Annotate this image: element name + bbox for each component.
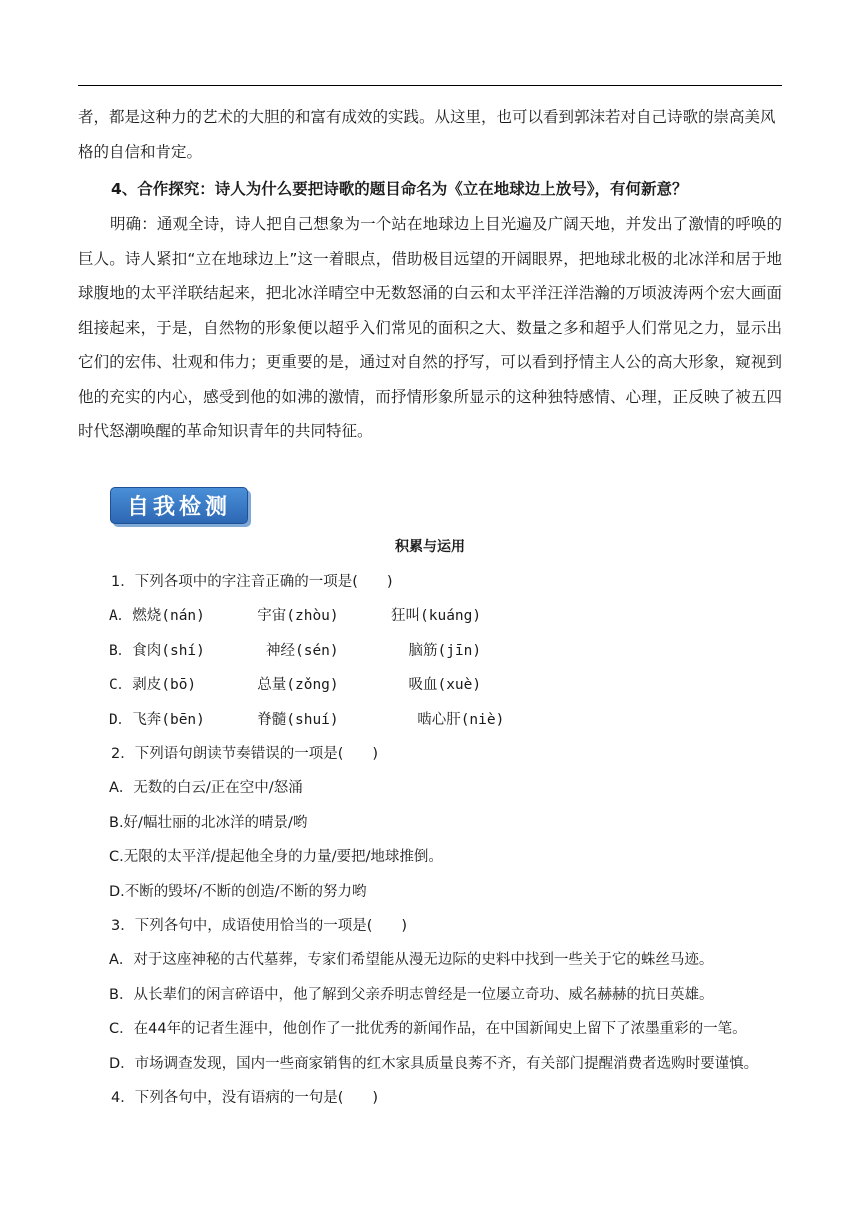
question-1-stem: 1．下列各项中的字注音正确的一项是( ) xyxy=(111,574,393,590)
question-4-stem: 4．下列各句中，没有语病的一句是( ) xyxy=(111,1090,379,1106)
paragraph-continuation: 者，都是这种力的艺术的大胆的和富有成效的实践。从这里，也可以看到郭沫若对自己诗歌的崇高美风格的自信和肯定。 xyxy=(78,108,776,161)
question-3-option-a: A．对于这座神秘的古代墓葬，专家们希望能从漫无边际的史料中找到一些关于它的蛛丝马迹。 xyxy=(109,952,714,968)
question-2-stem: 2．下列语句朗读节奏错误的一项是( ) xyxy=(111,746,379,762)
question-4-heading: 4、合作探究：诗人为什么要把诗歌的题目命名为《立在地球边上放号》，有何新意？ xyxy=(111,180,688,198)
self-test-badge: 自我检测 xyxy=(110,487,248,524)
header-rule xyxy=(78,85,782,86)
question-3-option-c: C．在44年的记者生涯中，他创作了一批优秀的新闻作品，在中国新闻史上留下了浓墨重彩的一笔。 xyxy=(109,1021,747,1037)
question-1-option-c: C．剥皮(bō) 总量(zǒng) 吸血(xuè) xyxy=(109,677,482,693)
question-3-stem: 3．下列各句中，成语使用恰当的一项是( ) xyxy=(111,918,408,934)
question-2-option-c: C.无限的太平洋/提起他全身的力量/要把/地球推倒。 xyxy=(109,849,443,865)
question-1-option-a: A．燃烧(nán) 宇宙(zhòu) 狂叫(kuáng) xyxy=(109,608,482,624)
section-title: 积累与运用 xyxy=(395,539,465,555)
question-2-option-a: A．无数的白云/正在空中/怒涌 xyxy=(109,780,303,796)
question-3-option-b: B．从长辈们的闲言碎语中，他了解到父亲乔明志曾经是一位屡立奇功、威名赫赫的抗日英雄。 xyxy=(109,987,714,1003)
question-2-option-d: D.不断的毁坏/不断的创造/不断的努力哟 xyxy=(109,884,367,900)
question-1-option-b: B．食肉(shí) 神经(sén) 脑筋(jīn) xyxy=(109,643,482,659)
answer-paragraph: 明确：通观全诗，诗人把自己想象为一个站在地球边上目光遍及广阔天地，并发出了激情的呼唤的巨人。诗人紧扣“立在地球边上”这一着眼点，借助极目远望的开阔眼界，把地球北极的北冰洋和居于地球腹地的太平洋联结起来，把北冰洋晴空中无数怒涌的白云和太平洋汪洋浩瀚的万顷波涛两个宏大画面组接起来，于是，自然物的形象便以超乎入们常见的面积之大、数量之多和超乎人们常见之力，显示出它们的宏伟、壮观和伟力；更重要的是，通过对自然的抒写，可以看到抒情主人公的高大形象，窥视到他的充实的内心，感受到他的如沸的激情，而抒情形象所显示的这种独特感情、心理，正反映了被五四时代怒潮唤醒的革命知识青年的共同特征。 xyxy=(78,215,782,440)
question-1-option-d: D．飞奔(bēn) 脊髓(shuí) 啮心肝(niè) xyxy=(109,712,505,728)
question-3-option-d: D．市场调查发现，国内一些商家销售的红木家具质量良莠不齐，有关部门提醒消费者选购时要谨慎。 xyxy=(109,1056,759,1072)
question-2-option-b: B.好/幅壮丽的北冰洋的晴景/哟 xyxy=(109,815,308,831)
